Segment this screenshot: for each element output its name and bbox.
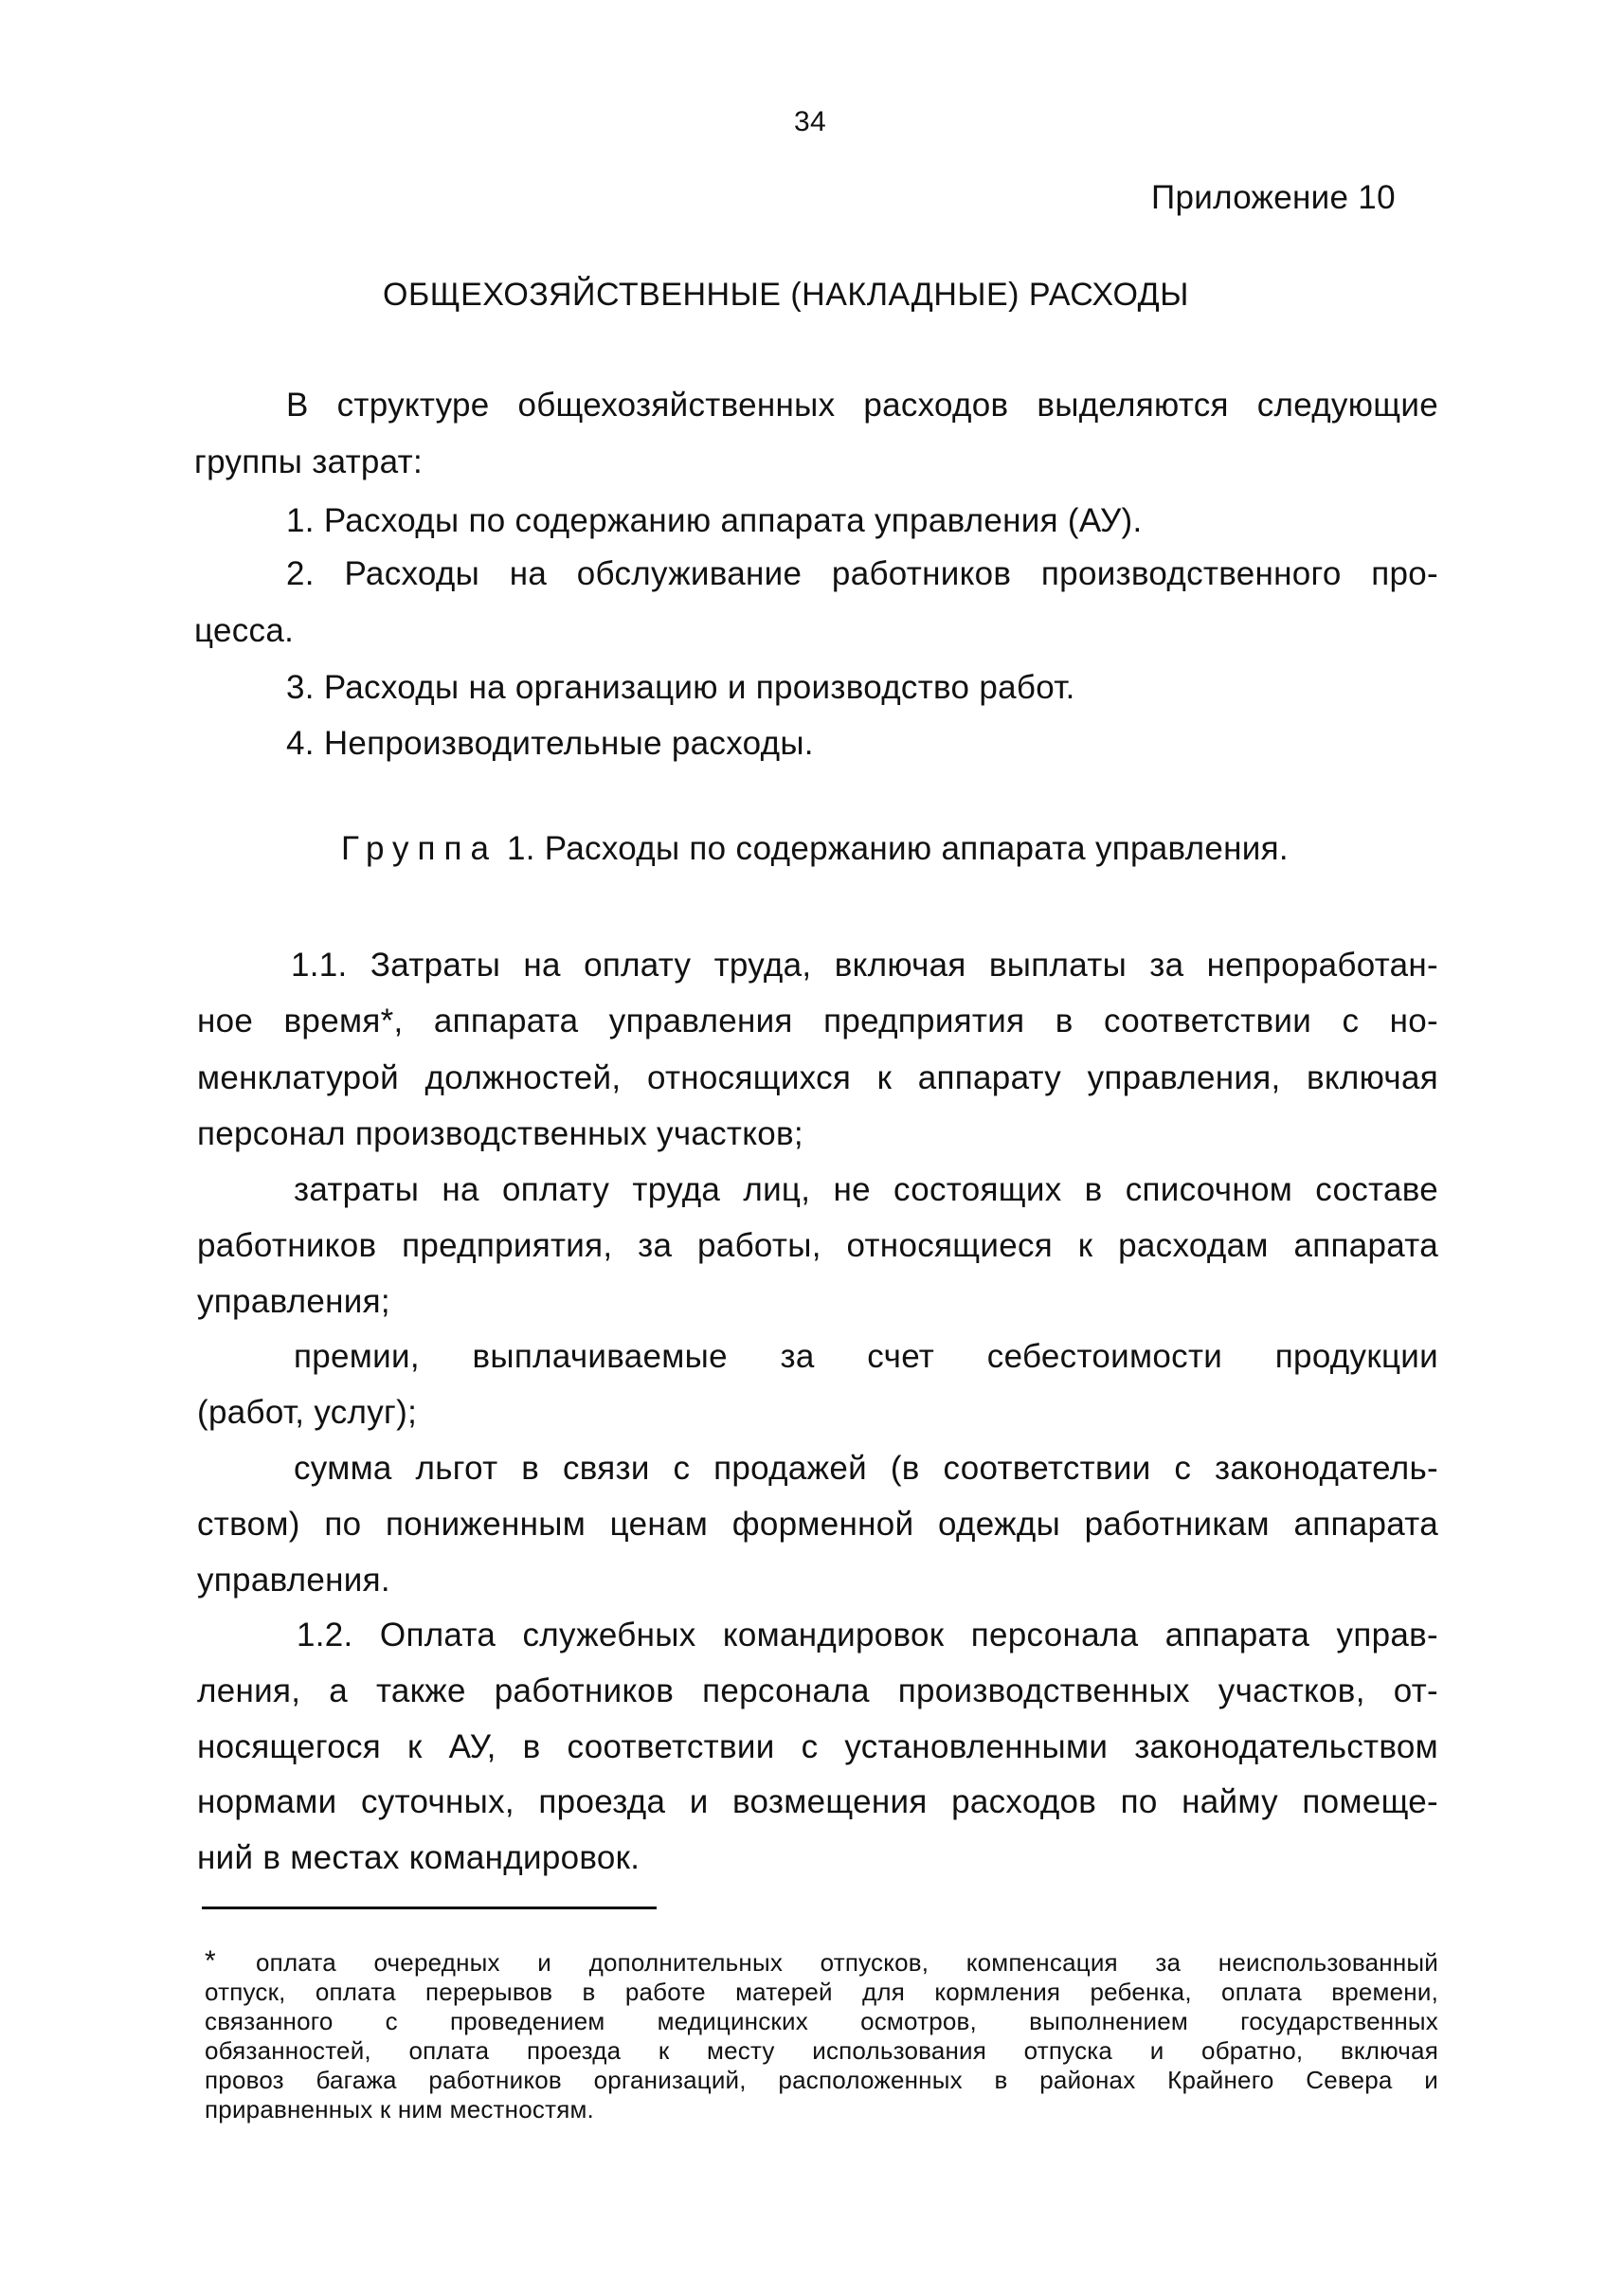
list-item: цесса. (194, 612, 295, 649)
footnote-marker: * (205, 1945, 216, 1977)
paragraph-line: 1.2. Оплата служебных командировок персонала аппарата управ- (297, 1617, 1438, 1653)
paragraph-line: ством) по пониженным ценам форменной одежды работникам аппарата (197, 1506, 1438, 1543)
paragraph-line: персонал производственных участков; (197, 1115, 803, 1152)
paragraph-line: сумма льгот в связи с продажей (в соответствии с законодатель- (294, 1450, 1438, 1487)
list-item: 2. Расходы на обслуживание работников производственного про- (286, 555, 1438, 592)
list-item: 3. Расходы на организацию и производство работ. (286, 669, 1075, 706)
list-item: 4. Непроизводительные расходы. (286, 725, 814, 762)
paragraph-line: менклатурой должностей, относящихся к аппарату управления, включая (197, 1059, 1438, 1096)
paragraph-line: ления, а также работников персонала производственных участков, от- (197, 1672, 1438, 1709)
footnote-line: провоз багажа работников организаций, расположенных в районах Крайнего Севера и (205, 2066, 1438, 2094)
paragraph-line: носящегося к АУ, в соответствии с установленными законодательством (197, 1728, 1438, 1765)
footnote-line: приравненных к ним местностям. (205, 2095, 594, 2123)
paragraph-line: нормами суточных, проезда и возмещения расходов по найму помеще- (197, 1783, 1438, 1820)
paragraph-line: работников предприятия, за работы, относящиеся к расходам аппарата (197, 1227, 1438, 1264)
paragraph-line: управления. (197, 1562, 390, 1599)
appendix-label: Приложение 10 (1151, 179, 1396, 216)
paragraph-line: управления; (197, 1283, 390, 1320)
group-label: Группа (341, 830, 497, 867)
paragraph-line: ное время*, аппарата управления предприятия в соответствии с но- (197, 1003, 1438, 1039)
list-item: 1. Расходы по содержанию аппарата управления (АУ). (286, 502, 1143, 539)
page-number: 34 (794, 106, 826, 137)
paragraph-line: ний в местах командировок. (197, 1839, 641, 1876)
footnote-line: обязанностей, оплата проезда к месту использования отпуска и обратно, включая (205, 2036, 1438, 2065)
footnote-line: оплата очередных и дополнительных отпусков, компенсация за неиспользованный (256, 1948, 1438, 1977)
group-heading-text: 1. Расходы по содержанию аппарата управления. (496, 830, 1289, 867)
paragraph-line: премии, выплачиваемые за счет себестоимости продукции (294, 1338, 1438, 1375)
intro-line: В структуре общехозяйственных расходов выделяются следующие (286, 387, 1438, 424)
paragraph-line: затраты на оплату труда лиц, не состоящих в списочном составе (294, 1171, 1438, 1208)
footnote-line: связанного с проведением медицинских осмотров, выполнением государственных (205, 2007, 1438, 2035)
paragraph-line: (работ, услуг); (197, 1394, 418, 1431)
footnote-divider (202, 1906, 657, 1909)
intro-line: группы затрат: (194, 443, 424, 480)
paragraph-line: 1.1. Затраты на оплату труда, включая выплаты за непроработан- (291, 947, 1438, 984)
page-title: ОБЩЕХОЗЯЙСТВЕННЫЕ (НАКЛАДНЫЕ) РАСХОДЫ (383, 277, 1189, 313)
group-heading (341, 827, 1289, 871)
footnote-line: отпуск, оплата перерывов в работе матерей для кормления ребенка, оплата времени, (205, 1978, 1438, 2006)
